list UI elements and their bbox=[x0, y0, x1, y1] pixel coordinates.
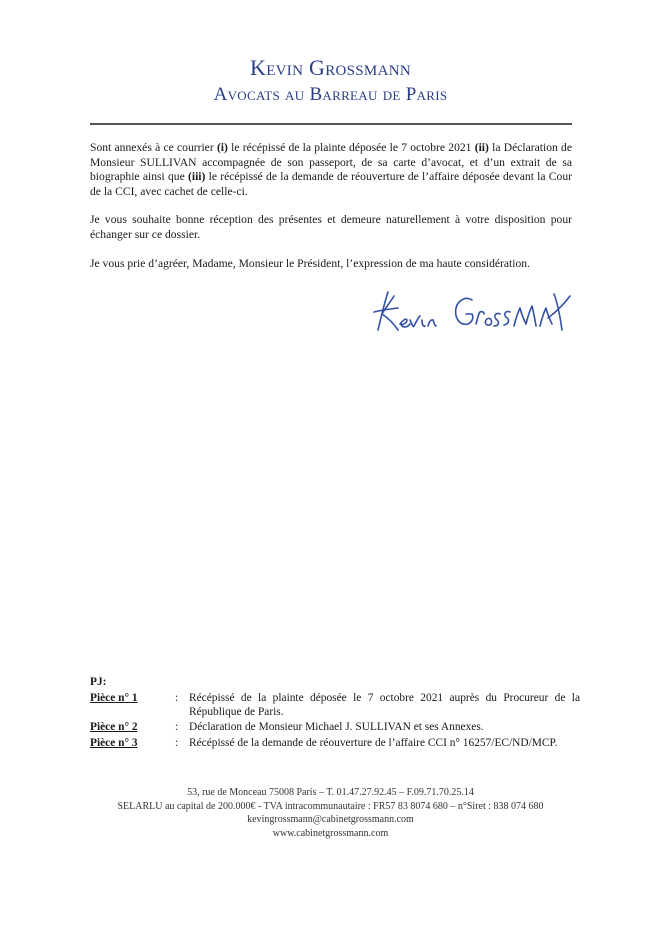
text-segment: le récépissé de la demande de réouverture de l’affaire déposée devant la Cour de la CCI, avec cachet de celle-ci. bbox=[90, 170, 572, 198]
footer-address: 53, rue de Monceau 75008 Paris – T. 01.47.27.92.45 – F.09.71.70.25.14 bbox=[187, 787, 474, 798]
attachment-description: Déclaration de Monsieur Michael J. SULLIVAN et ses Annexes. bbox=[189, 721, 484, 734]
letterhead bbox=[0, 56, 661, 106]
attachment-colon: : bbox=[175, 737, 179, 750]
footer-legal: SELARLU au capital de 200.000€ - TVA intracommunautaire : FR57 83 8074 680 – n°Siret : 838 074 680 bbox=[117, 800, 544, 812]
paragraph-annexes bbox=[90, 141, 572, 199]
attachment-piece-text: Pièce n° 3 bbox=[90, 737, 138, 750]
letter-body bbox=[90, 141, 572, 285]
header-divider bbox=[90, 123, 572, 125]
attachment-description: Récépissé de la demande de réouverture de l’affaire CCI n° 16257/EC/ND/MCP. bbox=[189, 737, 558, 750]
attachments-label: PJ: bbox=[90, 676, 107, 688]
attachment-description: Récépissé de la plainte déposée le 7 octobre 2021 auprès du Procureur de la République de Paris. bbox=[189, 691, 580, 718]
enum-marker: (iii) bbox=[188, 170, 206, 184]
attachment-colon: : bbox=[175, 691, 179, 704]
enum-marker: (i) bbox=[216, 141, 228, 154]
firm-subtitle: Avocats au Barreau de Paris bbox=[213, 84, 448, 105]
attachment-piece-label bbox=[90, 721, 175, 735]
text-segment: le récépissé de la plainte déposée le 7 octobre 2021 bbox=[227, 141, 475, 154]
enum-marker: (ii) bbox=[474, 141, 489, 154]
text-segment: la Déclaration de Monsieur SULLIVAN accompagnée de son passeport, de sa carte d’avocat, et d’un extrait de sa biographie ainsi que bbox=[90, 141, 572, 184]
attachment-item bbox=[90, 737, 580, 751]
handwritten-signature bbox=[372, 274, 572, 342]
paragraph-closing: Je vous prie d’agréer, Madame, Monsieur le Président, l’expression de ma haute considération. bbox=[90, 256, 530, 270]
attachment-piece-label bbox=[90, 737, 175, 751]
attachment-colon: : bbox=[175, 721, 179, 734]
footer bbox=[0, 786, 661, 840]
attachment-piece-text: Pièce n° 2 bbox=[90, 721, 138, 734]
attachment-piece-text: Pièce n° 1 bbox=[90, 691, 138, 704]
attachment-piece-label bbox=[90, 692, 175, 720]
footer-email[interactable]: kevingrossmann@cabinetgrossmann.com bbox=[247, 814, 414, 826]
text-segment: Sont annexés à ce courrier bbox=[90, 141, 217, 154]
paragraph-reception: Je vous souhaite bonne réception des présentes et demeure naturellement à votre disposition pour échanger sur ce dossier. bbox=[90, 213, 572, 241]
attachment-item bbox=[90, 721, 580, 735]
footer-website[interactable]: www.cabinetgrossmann.com bbox=[272, 827, 389, 839]
attachments-section bbox=[90, 676, 580, 753]
attachment-item bbox=[90, 692, 580, 720]
firm-name: Kevin Grossmann bbox=[250, 55, 411, 80]
